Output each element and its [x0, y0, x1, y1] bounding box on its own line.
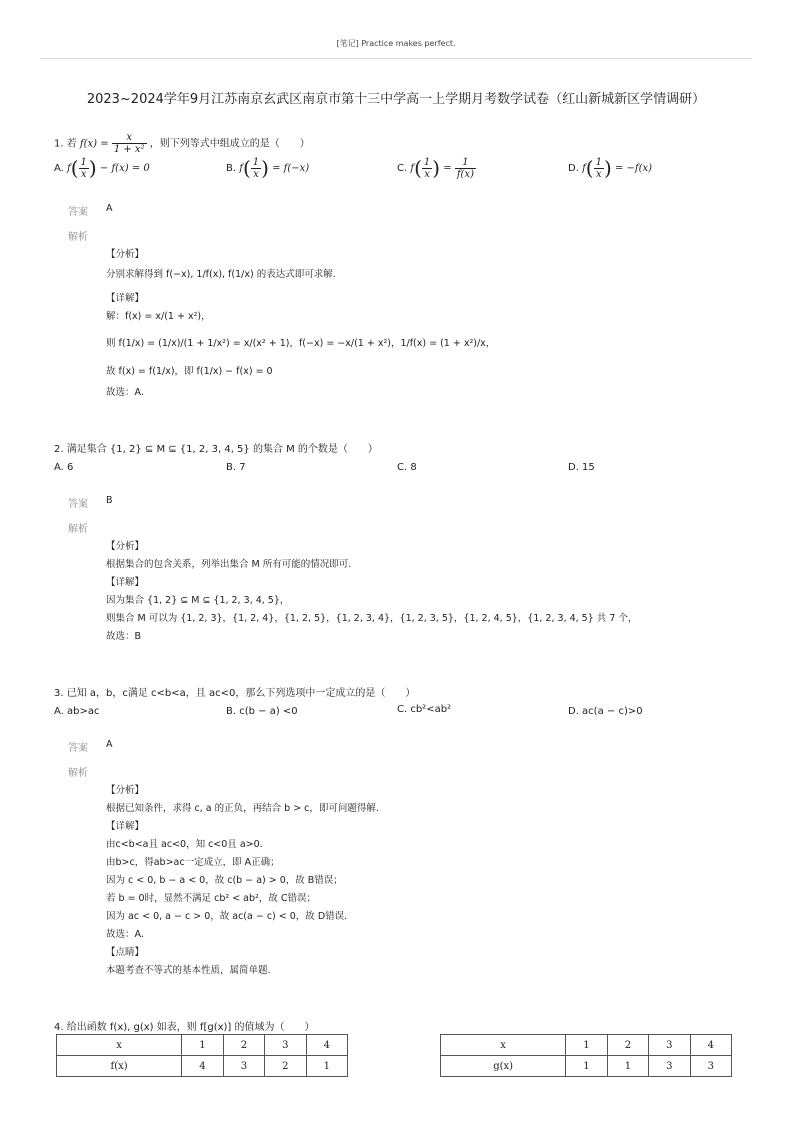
q2-detail-line-3: 故选：B — [106, 631, 142, 642]
q3-dianjing-line: 本题考查不等式的基本性质，属简单题. — [106, 965, 271, 976]
q2-option-b[interactable]: B. 7 — [226, 462, 246, 473]
header-divider — [40, 58, 752, 59]
q1-option-c[interactable]: C. f( $\frac{1}{x}$ ) = $\frac{1}{f(x)}$ — [397, 156, 474, 180]
q1-stem-fraction: $\frac{x}{\text{1 + x²}}$ — [113, 132, 145, 155]
q1-detail-line-1: 解：f(x) = x/(1 + x²)， — [106, 311, 211, 322]
table-cell: 3 — [649, 1035, 690, 1056]
table-cell: 3 — [649, 1056, 690, 1077]
q3-detail-line-4: 若 b = 0时，显然不满足 cb² < ab²，故 C错误； — [106, 893, 316, 904]
q3-analysis-label: 解析 — [68, 768, 88, 779]
q3-detail-line-6: 故选：A. — [106, 929, 144, 940]
table-cell: x — [57, 1035, 182, 1056]
q2-fenxi-tag: 【分析】 — [106, 541, 145, 552]
q1-answer-value: A — [106, 203, 113, 214]
table-row — [441, 1035, 732, 1056]
q1-option-a[interactable]: A. f( $\frac{1}{x}$ ) − f(x) = 0 — [54, 156, 150, 180]
q2-analysis-label: 解析 — [68, 524, 88, 535]
q1-stem: 1. 若 f(x) = $\frac{x}{\text{1 + x²}}$ ，则下列等式中组成立的是（ ） — [54, 132, 310, 155]
table-cell: f(x) — [57, 1056, 182, 1077]
table-cell: 1 — [607, 1056, 648, 1077]
q1-xiangjie-tag: 【详解】 — [106, 293, 145, 304]
q3-fenxi-tag: 【分析】 — [106, 785, 145, 796]
q3-xiangjie-tag: 【详解】 — [106, 821, 145, 832]
table-row — [441, 1056, 732, 1077]
q1-detail-line-4: 故选：A. — [106, 387, 144, 398]
q1-fenxi-tag: 【分析】 — [106, 249, 145, 260]
table-cell: 3 — [690, 1056, 731, 1077]
table-row — [57, 1056, 348, 1077]
table-cell: 3 — [223, 1056, 264, 1077]
q2-detail-line-1: 因为集合 {1, 2} ⊆ M ⊆ {1, 2, 3, 4, 5}， — [106, 595, 290, 606]
table-cell: 2 — [607, 1035, 648, 1056]
q1-detail-line-3: 故 f(x) = f(1/x)，即 f(1/x) − f(x) = 0 — [106, 366, 273, 377]
table-cell: 4 — [690, 1035, 731, 1056]
q2-option-d[interactable]: D. 15 — [568, 462, 595, 473]
table-row — [57, 1035, 348, 1056]
q1-fenxi-line: 分别求解得到 f(−x), 1/f(x), f(1/x) 的表达式即可求解. — [106, 269, 336, 280]
table-cell: 1 — [182, 1035, 223, 1056]
q3-fenxi-line: 根据已知条件，求得 c, a 的正负，再结合 b > c，即可问题得解. — [106, 803, 379, 814]
header-note: [笔记] Practice makes perfect. — [336, 39, 456, 48]
q3-option-c[interactable]: C. cb²<ab² — [397, 704, 452, 715]
q1-option-b[interactable]: B. f( $\frac{1}{x}$ ) = f(−x) — [226, 156, 310, 180]
table-g — [440, 1034, 732, 1077]
q2-option-c[interactable]: C. 8 — [397, 462, 417, 473]
q1-option-d[interactable]: D. f( $\frac{1}{x}$ ) = −f(x) — [568, 156, 653, 180]
q3-detail-line-2: 由b>c，得ab>ac一定成立，即 A正确； — [106, 857, 280, 868]
q2-answer-label: 答案 — [68, 499, 88, 510]
q3-answer-label: 答案 — [68, 743, 88, 754]
table-cell: 4 — [182, 1056, 223, 1077]
q2-stem: 2. 满足集合 {1, 2} ⊆ M ⊆ {1, 2, 3, 4, 5} 的集合 M 的个数是（ ） — [54, 444, 378, 455]
q3-option-d[interactable]: D. ac(a − c)>0 — [568, 706, 643, 717]
table-cell: 1 — [306, 1056, 347, 1077]
table-f — [56, 1034, 348, 1077]
q3-dianjing-tag: 【点睛】 — [106, 947, 145, 958]
q2-fenxi-line: 根据集合的包含关系，列举出集合 M 所有可能的情况即可. — [106, 559, 352, 570]
q2-option-a[interactable]: A. 6 — [54, 462, 74, 473]
q4-stem: 4. 给出函数 f(x), g(x) 如表，则 f[g(x)] 的值域为（ ） — [54, 1022, 315, 1033]
table-cell: 4 — [306, 1035, 347, 1056]
table-cell: x — [441, 1035, 566, 1056]
table-cell: 1 — [566, 1035, 607, 1056]
table-cell: g(x) — [441, 1056, 566, 1077]
table-cell: 2 — [223, 1035, 264, 1056]
q3-option-a[interactable]: A. ab>ac — [54, 706, 100, 717]
q3-detail-line-1: 由c<b<a且 ac<0，知 c<0且 a>0. — [106, 839, 263, 850]
q3-stem: 3. 已知 a，b，c满足 c<b<a，且 ac<0，那么下列选项中一定成立的是（ ） — [54, 688, 416, 699]
table-cell: 1 — [566, 1056, 607, 1077]
q3-detail-line-3: 因为 c < 0, b − a < 0，故 c(b − a) > 0，故 B错误； — [106, 875, 343, 886]
q2-answer-value: B — [106, 495, 113, 506]
q2-xiangjie-tag: 【详解】 — [106, 577, 145, 588]
q2-detail-line-2: 则集合 M 可以为 {1, 2, 3}，{1, 2, 4}，{1, 2, 5}，{1, 2, 3, 4}，{1, 2, 3, 5}，{1, 2, 4, 5}，{1, 2, 3, 4, 5} 共 7 个， — [106, 613, 638, 624]
table-cell: 2 — [265, 1056, 306, 1077]
q3-answer-value: A — [106, 739, 113, 750]
q3-detail-line-5: 因为 ac < 0, a − c > 0，故 ac(a − c) < 0，故 D错误. — [106, 911, 348, 922]
table-cell: 3 — [265, 1035, 306, 1056]
q1-analysis-label: 解析 — [68, 232, 88, 243]
q3-option-b[interactable]: B. c(b − a) <0 — [226, 706, 298, 717]
q1-answer-label: 答案 — [68, 207, 88, 218]
q1-detail-line-2: 则 f(1/x) = (1/x)/(1 + 1/x²) = x/(x² + 1)，f(−x) = −x/(1 + x²)，1/f(x) = (1 + x²)/x， — [106, 338, 496, 349]
page-title: 2023~2024学年9月江苏南京玄武区南京市第十三中学高一上学期月考数学试卷（红山新城新区学情调研） — [86, 92, 706, 107]
